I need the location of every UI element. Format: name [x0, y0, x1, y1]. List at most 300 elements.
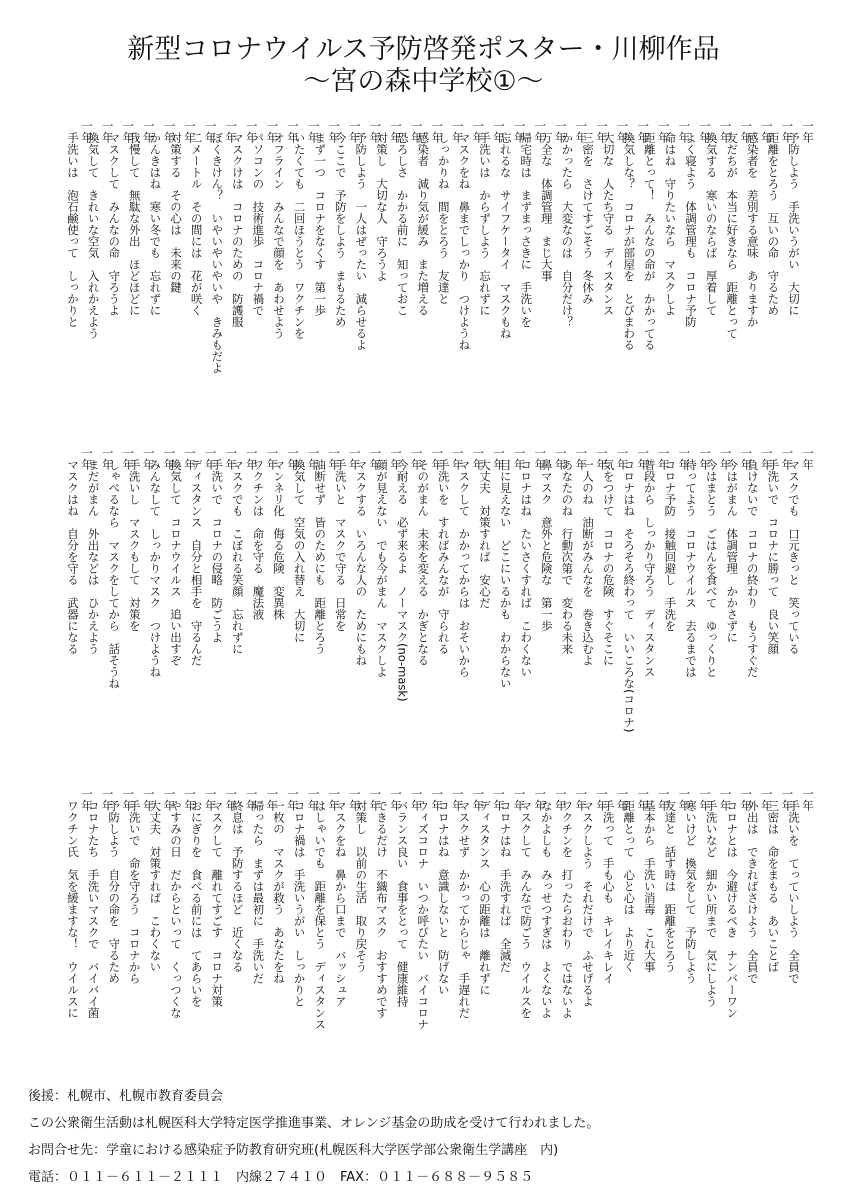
- poem-column: [251, 120, 280, 445]
- grade-label: 一年: [677, 447, 692, 470]
- grade-label: 一年: [121, 120, 136, 143]
- poem-column: [663, 788, 692, 1073]
- senryu-text: マスクしよう それだけで ふせげるよ: [581, 800, 595, 1007]
- grade-label: 一年: [471, 788, 486, 811]
- poem-column: [642, 788, 671, 1073]
- grade-label: 一年: [162, 120, 177, 143]
- senryu-text: マスクけは コロナのための 防護服: [230, 132, 245, 328]
- poem-column: [313, 120, 342, 445]
- senryu-text: ウィズコロナ いつか呼びたい バイコロナ: [416, 800, 431, 1030]
- poem-column: [230, 447, 259, 777]
- title-line-1: 新型コロナウイルス予防啓発ポスター・川柳作品: [127, 34, 720, 65]
- poem-column: [436, 447, 465, 777]
- senryu-text: 基本から 手洗い消毒 これ大事: [642, 800, 657, 973]
- poem-column: [642, 447, 671, 777]
- senryu-text: マスクして 離れてすごす コロナ対策: [210, 800, 225, 1007]
- grade-label: 一年: [739, 447, 754, 470]
- senryu-text: 手洗いを てっていしよう 全員で: [787, 800, 801, 984]
- senryu-text: 帰宅時は まずまっさきに 手洗いを: [519, 132, 534, 328]
- grade-label: 一年: [595, 120, 609, 143]
- grade-label: 一年: [656, 788, 671, 811]
- poem-column: [478, 120, 506, 445]
- senryu-text: 友だちが 本当に好きなら 距離とって: [725, 132, 740, 339]
- grade-label: 一年: [327, 788, 342, 811]
- grade-label: 一年: [306, 788, 321, 811]
- poem-column: [704, 120, 733, 445]
- senryu-text: マスクして みんなで防ごう ウイルスを: [519, 800, 534, 1019]
- grade-label: 一年: [533, 788, 548, 811]
- poem-column: [395, 120, 424, 445]
- poem-column: [498, 120, 527, 445]
- grade-label: 一年: [718, 447, 733, 470]
- poem-column: [787, 788, 815, 1073]
- grade-label: 一年: [141, 788, 156, 811]
- grade-label: 一年: [656, 120, 671, 143]
- poem-column: [189, 120, 218, 445]
- grade-label: 一年: [286, 447, 300, 470]
- poem-column: [272, 788, 300, 1073]
- grade-label: 一年: [698, 120, 712, 143]
- poem-column: [787, 120, 815, 445]
- poem-column: [375, 447, 403, 777]
- poem-column: [684, 447, 712, 777]
- poem-column: [622, 447, 651, 777]
- senryu-text: 距離をとろう 互いの命 守るため: [766, 132, 781, 316]
- senryu-text: 命はね 守りたいなら マスクしよ: [663, 132, 678, 316]
- grade-label: 一年: [347, 447, 362, 470]
- senryu-text: 外出は できればさけよう 全員で: [745, 800, 760, 984]
- grade-label: 一年: [450, 120, 465, 143]
- poem-column: [704, 788, 733, 1073]
- senryu-text: マスクでも こぼれる笑顔 忘れずに: [230, 459, 245, 655]
- senryu-text: 今はがまん 体調管理 かかさずに: [725, 459, 740, 643]
- footer-funding: この公衆衛生活動は札幌医科大学特定医学推進事業、オレンジ基金の助成を受けて行われました。: [28, 1116, 600, 1131]
- senryu-text: 手洗いで コロナに勝って 良い笑顔: [766, 459, 781, 655]
- grade-label: 一年: [389, 788, 403, 811]
- grade-label: 一年: [100, 120, 115, 143]
- senryu-text: 帰ったら まずは最初に 手洗いだ: [251, 800, 266, 984]
- poem-column: [560, 788, 589, 1073]
- grade-label: 一年: [327, 447, 342, 470]
- grade-label: 一年: [203, 120, 218, 143]
- senryu-text: 手洗いと マスクで守る 日常を: [333, 459, 348, 632]
- senryu-text: かかったら 大変なのは 自分だけ？: [560, 132, 575, 328]
- poem-column: [107, 120, 136, 445]
- senryu-text: 大丈夫 対策すれば 安心だ: [478, 459, 492, 609]
- senryu-text: ぼくきけん？ いやいやいやいや きみもだよ: [210, 132, 225, 374]
- grade-label: 一年: [801, 788, 815, 811]
- senryu-text: マスクせず かかってからじゃ 手遅れだ: [457, 800, 472, 1019]
- grade-label: 一年: [141, 447, 156, 470]
- grade-label: 一年: [739, 788, 754, 811]
- senryu-text: はしゃいでも 距離を保とう ディスタンス: [313, 800, 328, 1030]
- poem-column: [354, 120, 383, 445]
- poem-column: [313, 788, 342, 1073]
- grade-label: 一年: [162, 788, 177, 811]
- grade-label: 一年: [183, 788, 197, 811]
- poem-column: [354, 788, 383, 1073]
- senryu-text: バランス良い 食事をとって 健康維持: [395, 800, 410, 1007]
- grade-label: 一年: [471, 447, 486, 470]
- senryu-text: ワクチンは 命を守る 魔法液: [251, 459, 266, 620]
- grade-label: 一年: [389, 447, 403, 470]
- grade-label: 一年: [739, 120, 754, 143]
- senryu-text: 待ってよう コロナウイルス 去るまでは: [684, 459, 698, 678]
- grade-label: 一年: [183, 120, 197, 143]
- senryu-text: 大切な 人たち守る ディスタンス: [601, 132, 616, 316]
- senryu-text: マスクをね 鼻から口まで バッシュア: [333, 800, 348, 1007]
- poem-column: [169, 788, 197, 1073]
- grade-label: 一年: [409, 120, 424, 143]
- senryu-text: あなたのね 行動次第で 変わる未来: [560, 459, 575, 655]
- poem-column: [251, 447, 280, 777]
- grade-label: 一年: [224, 447, 239, 470]
- senryu-text: コロナはね たいさくすれば こわくない: [519, 459, 534, 678]
- grade-label: 一年: [574, 788, 589, 811]
- poem-column: [601, 120, 630, 445]
- senryu-text: おにぎりを 食べる前には てあらいを: [189, 800, 204, 1007]
- senryu-text: 距離とって！ みんなの命が かかってる: [642, 132, 657, 351]
- poem-column: [375, 120, 403, 445]
- poem-column: [189, 447, 218, 777]
- grade-label: 一年: [698, 447, 712, 470]
- senryu-text: 対策し 大切な人 守ろうよ: [375, 132, 389, 282]
- poems-band-middle: [50, 447, 815, 777]
- grade-label: 一年: [450, 788, 465, 811]
- footer-contact: お問合せ先：学童における感染症予防教育研究班(札幌医科大学医学部公衆衛生学講座 内): [28, 1143, 559, 1158]
- grade-label: 一年: [121, 447, 136, 470]
- senryu-text: パソコンの 技術進歩 コロナ禍で: [251, 132, 266, 316]
- grade-label: 一年: [595, 447, 609, 470]
- senryu-text: しゃべるなら マスクをしてから 話そうね: [107, 459, 122, 689]
- grade-label: 一年: [512, 120, 527, 143]
- poem-column: [519, 447, 548, 777]
- senryu-text: 我慢して 無駄な外出 ほどほどに: [127, 132, 142, 316]
- grade-label: 一年: [224, 788, 239, 811]
- grade-label: 一年: [121, 788, 136, 811]
- poem-column: [230, 788, 259, 1073]
- grade-label: 一年: [636, 788, 651, 811]
- grade-label: 一年: [759, 447, 774, 470]
- senryu-text: 三密を さけてすごそう 冬休み: [581, 132, 595, 305]
- grade-label: 一年: [306, 120, 321, 143]
- grade-label: 一年: [759, 788, 774, 811]
- senryu-text: 手洗いで コロナの侵略 防ごうよ: [210, 459, 225, 643]
- poem-column: [230, 120, 259, 445]
- grade-label: 一年: [718, 120, 733, 143]
- poem-column: [333, 788, 362, 1073]
- grade-label: 一年: [265, 120, 280, 143]
- grade-label: 一年: [430, 447, 445, 470]
- poem-column: [539, 788, 568, 1073]
- poem-column: [560, 120, 589, 445]
- grade-label: 一年: [80, 120, 94, 143]
- grade-label: 一年: [471, 120, 486, 143]
- poem-column: [86, 447, 115, 777]
- poem-column: [787, 447, 815, 777]
- poem-column: [663, 120, 692, 445]
- senryu-text: 鼻マスク 意外と危険な 第一歩: [539, 459, 554, 632]
- poem-column: [416, 788, 445, 1073]
- senryu-text: 対策し 以前の生活 取り戻そう: [354, 800, 369, 973]
- grade-label: 一年: [265, 447, 280, 470]
- poem-column: [169, 447, 197, 777]
- senryu-text: オフライン みんなで顔を あわせよう: [272, 132, 286, 339]
- grade-label: 一年: [450, 447, 465, 470]
- poem-column: [86, 788, 115, 1073]
- senryu-text: 一人のね 油断がみんなを 巻き込むよ: [581, 459, 595, 666]
- poem-column: [766, 120, 795, 445]
- senryu-text: コロナはね そろそろ終わって いいころな(コロナ): [622, 459, 637, 733]
- senryu-text: なかよしも みっせつすぎは よくないよ: [539, 800, 554, 1019]
- poem-column: [519, 788, 548, 1073]
- poem-column: [375, 788, 403, 1073]
- poem-column: [436, 788, 465, 1073]
- senryu-text: マンネリ化 侮る危険 変異株: [272, 459, 286, 620]
- grade-label: 一年: [677, 788, 692, 811]
- poem-column: [272, 447, 300, 777]
- grade-label: 一年: [780, 788, 795, 811]
- poem-column: [601, 788, 630, 1073]
- poem-column: [86, 120, 115, 445]
- senryu-text: 感染者を 差別する意味 ありますか: [745, 132, 760, 328]
- senryu-text: コロナたち 手洗いマスクで バイバイ菌: [86, 800, 101, 1019]
- poem-column: [725, 788, 754, 1073]
- poem-column: [107, 788, 136, 1073]
- grade-label: 一年: [347, 788, 362, 811]
- poems-band-bottom: [50, 788, 815, 1073]
- senryu-text: 今はまとう ごはんを食べて ゆっくりと: [704, 459, 719, 678]
- grade-label: 一年: [306, 447, 321, 470]
- poem-column: [745, 120, 774, 445]
- senryu-text: 対策する その心は 未来の鍵: [169, 132, 183, 293]
- poem-column: [395, 788, 424, 1073]
- grade-label: 一年: [327, 120, 342, 143]
- grade-label: 一年: [615, 447, 630, 470]
- poem-column: [498, 447, 527, 777]
- grade-label: 一年: [80, 788, 94, 811]
- poem-column: [704, 447, 733, 777]
- footer-phone: 電話：０１１－６１１－２１１１ 内線２７４１０ FAX：０１１－６８８－９５８５: [28, 1170, 534, 1185]
- poem-column: [189, 788, 218, 1073]
- poem-column: [622, 120, 651, 445]
- poem-column: [313, 447, 342, 777]
- poem-column: [560, 447, 589, 777]
- senryu-text: みんなして しっかりマスク つけようね: [148, 459, 163, 678]
- grade-label: 一年: [615, 788, 630, 811]
- poem-column: [457, 120, 486, 445]
- senryu-text: まず一つ コロナをなくす 第一歩: [313, 132, 328, 316]
- grade-label: 一年: [430, 120, 445, 143]
- senryu-text: コロナ禍は 手洗いうがい しっかりと: [292, 800, 307, 1007]
- senryu-text: マスクでも 口元きっと 笑っている: [787, 459, 801, 655]
- grade-label: 一年: [718, 788, 733, 811]
- grade-label: 一年: [492, 788, 506, 811]
- grade-label: 一年: [244, 120, 259, 143]
- poem-column: [539, 120, 568, 445]
- poem-column: [457, 447, 486, 777]
- poem-column: [127, 788, 156, 1073]
- senryu-text: マスクはね 自分を守る 武器になる: [66, 459, 80, 655]
- senryu-text: 換気しな？ コロナが部屋を とびまわる: [622, 132, 637, 351]
- senryu-text: 予防しよう 手洗いうがい 大切に: [787, 132, 801, 316]
- grade-label: 一年: [224, 120, 239, 143]
- senryu-text: 手洗いなど 細かい所まで 気にしよう: [704, 800, 719, 1007]
- senryu-text: ディスタンス 自分と相手を 守るんだ: [189, 459, 204, 666]
- grade-label: 一年: [677, 120, 692, 143]
- poem-column: [663, 447, 692, 777]
- poem-column: [169, 120, 197, 445]
- grade-label: 一年: [409, 447, 424, 470]
- grade-label: 一年: [801, 447, 815, 470]
- senryu-text: 目に見えない どこにいるかも わからない: [498, 459, 513, 689]
- poem-column: [539, 447, 568, 777]
- grade-label: 一年: [595, 788, 609, 811]
- poem-column: [148, 788, 177, 1073]
- poem-column: [725, 120, 754, 445]
- senryu-text: 換気して コロナウイルス 追い出すぞ: [169, 459, 183, 666]
- grade-label: 一年: [141, 120, 156, 143]
- poem-column: [622, 788, 651, 1073]
- senryu-text: そのがまん 未来を変える かぎとなる: [416, 459, 431, 666]
- grade-label: 一年: [553, 447, 568, 470]
- senryu-text: 友達と 話す時は 距離をとろう: [663, 800, 678, 973]
- poem-column: [457, 788, 486, 1073]
- poem-column: [436, 120, 465, 445]
- grade-label: 一年: [553, 788, 568, 811]
- senryu-text: 距離とって 心と心は より近く: [622, 800, 637, 973]
- senryu-text: 今耐える 必ず来るよ ノーマスク(no-mask): [395, 459, 410, 702]
- senryu-text: 感染者 減り気が緩み また増える: [416, 132, 431, 316]
- senryu-text: 予防しよう 一人はぜったい 減らせるよ: [354, 132, 369, 351]
- senryu-text: まだがまん 外出などは ひかえよう: [86, 459, 101, 655]
- poem-column: [272, 120, 300, 445]
- poem-column: [210, 788, 239, 1073]
- grade-label: 一年: [759, 120, 774, 143]
- poem-column: [684, 788, 712, 1073]
- senryu-text: 普段から しっかり守ろう ディスタンス: [642, 459, 657, 678]
- senryu-text: 予防しよう 自分の命を 守るため: [107, 800, 122, 984]
- poem-column: [601, 447, 630, 777]
- poem-column: [766, 447, 795, 777]
- grade-label: 一年: [80, 447, 94, 470]
- senryu-text: 二メートル その間には 花が咲く: [189, 132, 204, 316]
- grade-label: 一年: [286, 788, 300, 811]
- grade-label: 一年: [574, 447, 589, 470]
- senryu-text: 手洗って 手も心も キレイキレイ: [601, 800, 616, 984]
- grade-label: 一年: [430, 788, 445, 811]
- title-line-2: 〜宮の森中学校①〜: [303, 66, 544, 97]
- senryu-text: 気をつけて コロナの危険 すぐそこに: [601, 459, 616, 666]
- poem-column: [766, 788, 795, 1073]
- senryu-text: 油断せず 皆のためにも 距離とろう: [313, 459, 328, 655]
- grade-label: 一年: [780, 447, 795, 470]
- grade-label: 一年: [553, 120, 568, 143]
- grade-label: 一年: [574, 120, 589, 143]
- senryu-text: マスクする いろんな人の ためにもね: [354, 459, 369, 666]
- poem-column: [333, 447, 362, 777]
- senryu-text: コロナ予防 接触回避し 手洗を: [663, 459, 678, 632]
- poem-column: [107, 447, 136, 777]
- senryu-text: できるだけ 不織布マスク おすすめです: [375, 800, 389, 1019]
- senryu-text: 三密は 命をまもる あいことば: [766, 800, 781, 973]
- poem-column: [581, 447, 609, 777]
- grade-label: 一年: [100, 447, 115, 470]
- senryu-text: マスクをね 鼻までしっかり つけようね: [457, 132, 472, 351]
- senryu-text: 顔が見えない でも今がまん マスクしよ: [375, 459, 389, 678]
- footer-support: 後援：札幌市、札幌市教育委員会: [28, 1089, 224, 1104]
- senryu-text: ワクチンを 打ったらおわり ではないよ: [560, 800, 575, 1019]
- poem-column: [292, 788, 321, 1073]
- senryu-text: しっかりね 間をとろう 友達と: [436, 132, 451, 305]
- poem-column: [684, 120, 712, 445]
- grade-label: 一年: [512, 788, 527, 811]
- poem-column: [210, 447, 239, 777]
- senryu-text: 終息は 予防するほど 近くなる: [230, 800, 245, 973]
- grade-label: 一年: [492, 120, 506, 143]
- grade-label: 一年: [100, 788, 115, 811]
- grade-label: 一年: [636, 447, 651, 470]
- senryu-text: 手洗いは 泡石鹸使って しっかりと: [66, 132, 80, 328]
- poem-column: [292, 120, 321, 445]
- grade-label: 一年: [265, 788, 280, 811]
- poem-column: [416, 120, 445, 445]
- poem-column: [416, 447, 445, 777]
- poem-column: [395, 447, 424, 777]
- senryu-text: コロナとは 今避けるべき ナンバーワン: [725, 800, 740, 1019]
- grade-label: 一年: [512, 447, 527, 470]
- senryu-text: コロナはね 意識しないと 防げない: [436, 800, 451, 996]
- grade-label: 一年: [636, 120, 651, 143]
- poem-column: [745, 447, 774, 777]
- senryu-text: 手洗いで 命を守ろう コロナから: [127, 800, 142, 984]
- grade-label: 一年: [368, 120, 383, 143]
- poem-column: [66, 447, 94, 777]
- senryu-text: コロナはね 手洗すれば 全滅だ: [498, 800, 513, 973]
- senryu-text: 寒いけど 換気をして 予防しよう: [684, 800, 698, 984]
- senryu-text: 換気して きれいな空気 入れかえよう: [86, 132, 101, 339]
- poem-column: [148, 447, 177, 777]
- senryu-text: 今ここで 予防をしよう まもるため: [333, 132, 348, 328]
- senryu-text: 忘れるな サイフケータイ マスクもね: [498, 132, 513, 339]
- grade-label: 一年: [347, 120, 362, 143]
- poem-column: [251, 788, 280, 1073]
- grade-label: 一年: [203, 788, 218, 811]
- grade-label: 一年: [183, 447, 197, 470]
- senryu-text: 換気して 空気の入れ替え 大切に: [292, 459, 307, 643]
- senryu-text: 万全な 体調管理 まじ大事: [539, 132, 554, 282]
- senryu-text: ワクチン氏 気を緩ますな！ ウイルスに: [66, 800, 80, 1019]
- senryu-text: 手洗いは からずしよう 忘れずに: [478, 132, 492, 316]
- grade-label: 一年: [409, 788, 424, 811]
- poem-column: [66, 120, 94, 445]
- grade-label: 一年: [533, 447, 548, 470]
- poem-column: [478, 788, 506, 1073]
- senryu-text: ディスタンス 心の距離は 離れずに: [478, 800, 492, 996]
- senryu-text: 換気する 寒いのならば 厚着して: [704, 132, 719, 316]
- senryu-text: いたくても 二回ほうとう ワクチンを: [292, 132, 307, 339]
- poem-column: [642, 120, 671, 445]
- grade-label: 一年: [656, 447, 671, 470]
- grade-label: 一年: [244, 788, 259, 811]
- poem-column: [127, 120, 156, 445]
- poem-column: [478, 447, 506, 777]
- grade-label: 一年: [389, 120, 403, 143]
- poem-column: [210, 120, 239, 445]
- grade-label: 一年: [698, 788, 712, 811]
- poem-column: [581, 788, 609, 1073]
- senryu-text: マスクして かかってからは おそいから: [457, 459, 472, 678]
